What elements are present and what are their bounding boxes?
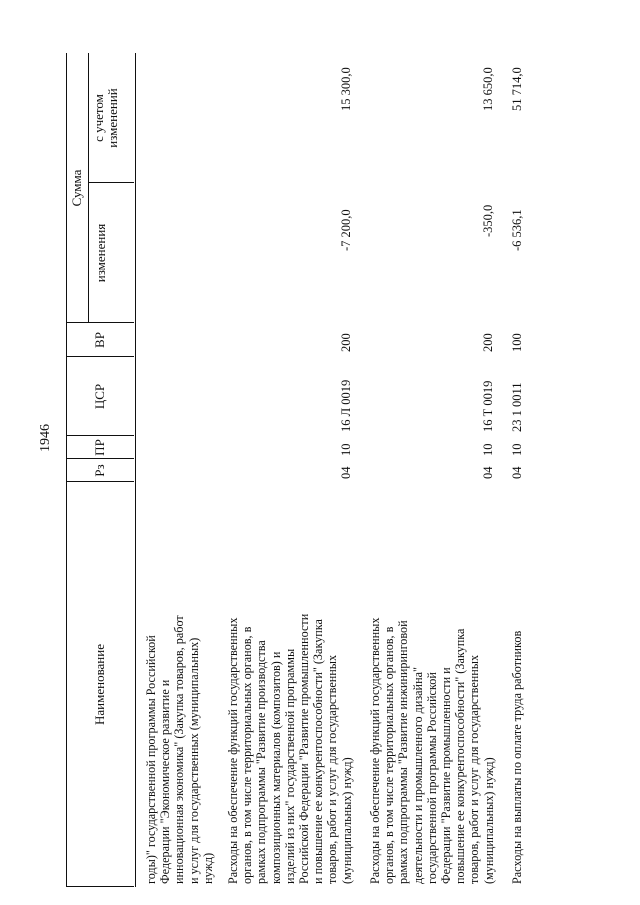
row-pr: 10	[510, 443, 524, 456]
header-rz: Рз	[92, 464, 107, 477]
header-with-changes-line1: с учетом	[91, 94, 106, 142]
table-row	[144, 486, 215, 884]
row-name-line: нужд)	[200, 852, 215, 884]
row-total: 13 650,0	[481, 67, 495, 111]
row-name-line: товаров, работ и услуг для государственных	[467, 654, 482, 884]
row-name-line: Расходы на обеспечение функций государственных	[368, 617, 382, 884]
row-name-line: рамках подпрограммы "Развитие производства	[254, 640, 269, 884]
row-name-line: Расходы на выплаты по оплате труда работников	[510, 630, 524, 884]
row-name-line: Федерации "Развитие промышленности и	[439, 667, 454, 884]
row-name-line: композиционных материалов (композитов) и	[268, 651, 283, 884]
table-row	[226, 486, 354, 884]
row-change: -6 536,1	[510, 209, 524, 251]
row-change: -350,0	[481, 204, 495, 237]
row-name-line: Федерации "Экономическое развитие и	[158, 679, 173, 884]
header-vr: ВР	[92, 332, 107, 348]
row-vr: 200	[481, 333, 495, 352]
header-sum: Сумма	[69, 169, 84, 207]
row-name-line: органов, в том числе территориальных органов, в	[382, 626, 397, 884]
header-pr: ПР	[92, 439, 107, 456]
row-csr: 16 Л 0019	[339, 379, 353, 432]
row-rz: 04	[510, 466, 524, 479]
row-name-line: органов, в том числе территориальных органов, в	[240, 626, 255, 884]
row-name-line: товаров, работ и услуг для государственных	[325, 654, 340, 884]
row-name-line: повышение ее конкурентоспособности" (Закупка	[453, 628, 468, 884]
row-total: 51 714,0	[510, 67, 524, 111]
header-change: изменения	[93, 223, 108, 283]
row-pr: 10	[339, 443, 353, 456]
row-name-line: (муниципальных) нужд)	[481, 757, 496, 884]
header-name: Наименование	[92, 644, 107, 725]
budget-table	[66, 53, 626, 887]
row-name-line: деятельности и промышленного дизайна"	[410, 667, 425, 884]
row-name-line: Расходы на обеспечение функций государственных	[226, 617, 240, 884]
row-pr: 10	[481, 443, 495, 456]
row-rz: 04	[481, 466, 495, 479]
row-csr: 16 Т 0019	[481, 380, 495, 432]
page-number: 1946	[38, 424, 53, 452]
row-vr: 200	[339, 333, 353, 352]
row-name-line: и повышение ее конкурентоспособности" (Закупка	[311, 619, 326, 884]
row-csr: 23 1 0011	[510, 382, 524, 432]
row-vr: 100	[510, 333, 524, 352]
table-row	[368, 486, 496, 884]
header-csr: ЦСР	[92, 383, 107, 410]
row-name-line: и услуг для государственных (муниципальных)	[186, 637, 201, 884]
row-name-line: инновационная экономика" (Закупка товаров, работ	[172, 615, 187, 884]
row-total: 15 300,0	[339, 67, 353, 111]
row-name-line: годы)" государственной программы Российской	[144, 635, 158, 884]
row-change: -7 200,0	[339, 209, 353, 251]
table-row	[510, 486, 524, 884]
row-name-line: изделий из них" государственной программы	[282, 648, 297, 884]
row-name-line: рамках подпрограммы "Развитие инжиниринговой	[396, 620, 411, 884]
header-with-changes-line2: изменений	[105, 88, 120, 148]
row-name-line: Российской Федерации "Развитие промышленности	[297, 613, 312, 884]
row-name-line: (муниципальных) нужд)	[339, 757, 354, 884]
row-rz: 04	[339, 466, 353, 479]
row-name-line: государственной программы Российской	[424, 672, 439, 884]
header-with-changes	[88, 53, 134, 183]
